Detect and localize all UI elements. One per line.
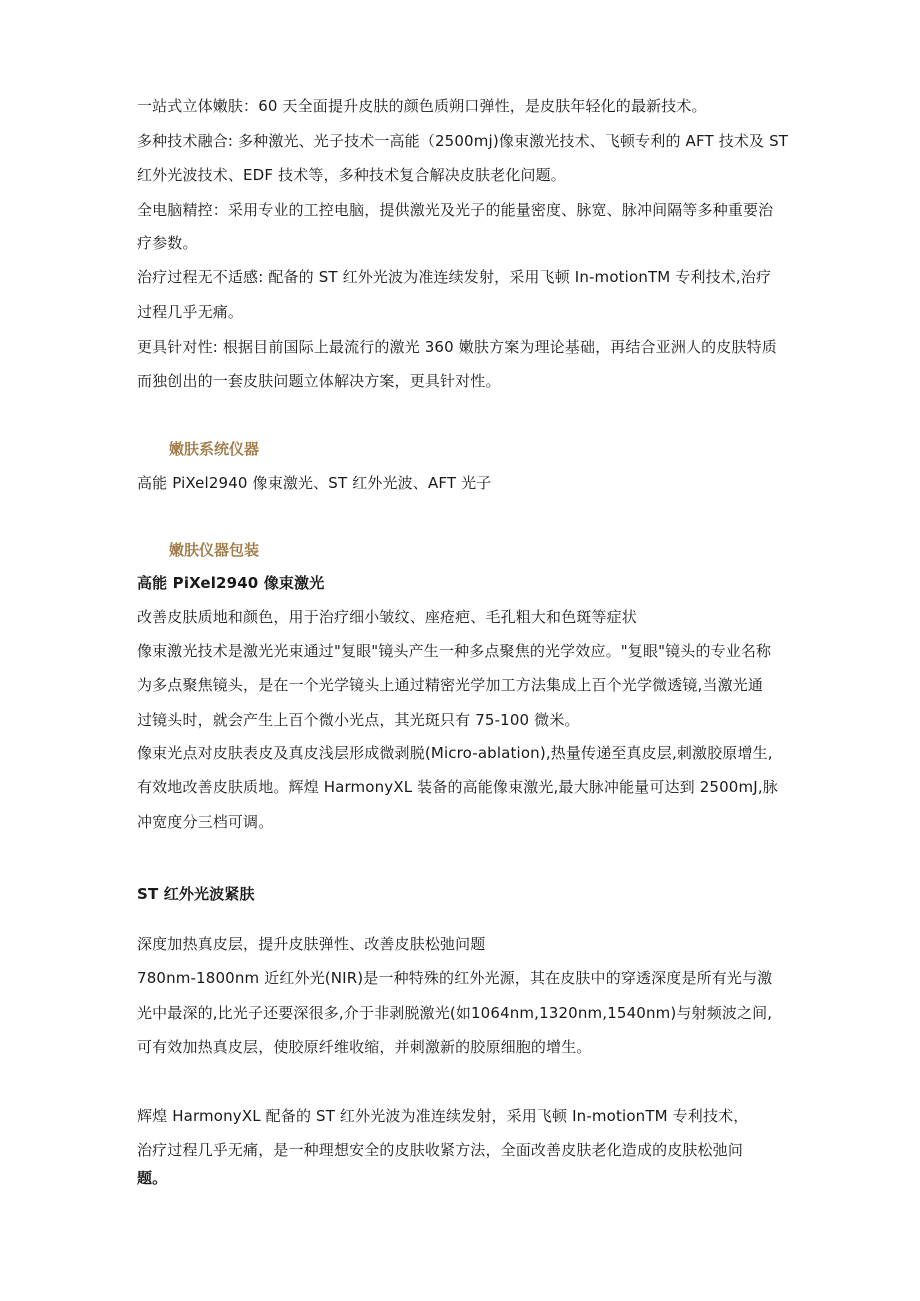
package-line-3: 为多点聚焦镜头，是在一个光学镜头上通过精密光学加工方法集成上百个光学微透镜,当激光通 [137,676,764,694]
intro-line-6: 治疗过程无不适感: 配备的 ST 红外光波为准连续发射，采用飞顿 In-motionTM 专利技术,治疗 [137,268,772,286]
package-line-4: 过镜头时，就会产生上百个微小光点，其光斑只有 75-100 微米。 [137,711,580,729]
st-line-6: 治疗过程几乎无痛，是一种理想安全的皮肤收紧方法，全面改善皮肤老化造成的皮肤松弛问 [137,1141,744,1159]
st-line-1: 深度加热真皮层，提升皮肤弹性、改善皮肤松弛问题 [137,935,486,953]
intro-line-7: 过程几乎无痛。 [137,303,244,321]
package-line-5: 像束光点对皮肤表皮及真皮浅层形成微剥脱(Micro-ablation),热量传递至真皮层,刺激胶原增生, [137,744,773,762]
st-line-7: 题。 [137,1169,168,1187]
intro-line-8: 更具针对性: 根据目前国际上最流行的激光 360 嫩肤方案为理论基础，再结合亚洲人的皮肤特质 [137,338,777,356]
package-line-2: 像束激光技术是激光光束通过"复眼"镜头产生一种多点聚焦的光学效应。"复眼"镜头的专业名称 [137,642,772,660]
intro-line-2: 多种技术融合: 多种激光、光子技术一高能（2500mj)像束激光技术、飞顿专利的 AFT 技术及 ST [137,132,789,150]
intro-line-4: 全电脑精控：采用专业的工控电脑，提供激光及光子的能量密度、脉宽、脉冲间隔等多种重要治 [137,201,774,219]
intro-line-1: 一站式立体嫩肤：60 天全面提升皮肤的颜色质朔口弹性，是皮肤年轻化的最新技术。 [137,97,707,115]
intro-line-3: 红外光波技术、EDF 技术等，多种技术复合解决皮肤老化问题。 [137,166,566,184]
package-subheading: 高能 PiXel2940 像束激光 [137,574,325,592]
package-line-7: 冲宽度分三档可调。 [137,813,274,831]
intro-line-9: 而独创出的一套皮肤问题立体解决方案，更具针对性。 [137,372,501,390]
st-heading: ST 红外光波紧肤 [137,885,255,903]
st-line-3: 光中最深的,比光子还要深很多,介于非剥脱激光(如1064nm,1320nm,1540nm)与射频波之间, [137,1004,773,1022]
st-line-2: 780nm-1800nm 近红外光(NIR)是一种特殊的红外光源，其在皮肤中的穿透深度是所有光与激 [137,969,773,987]
intro-line-5: 疗参数。 [137,234,198,252]
package-heading: 嫩肤仪器包装 [169,541,260,559]
package-line-1: 改善皮肤质地和颜色，用于治疗细小皱纹、座疮疤、毛孔粗大和色斑等症状 [137,608,637,626]
system-text: 高能 PiXel2940 像束激光、ST 红外光波、AFT 光子 [137,474,492,492]
st-line-5: 辉煌 HarmonyXL 配备的 ST 红外光波为准连续发射，采用飞顿 In-motionTM 专利技术， [137,1107,749,1125]
st-line-4: 可有效加热真皮层，使胶原纤维收缩，并刺激新的胶原细胞的增生。 [137,1038,592,1056]
system-heading: 嫩肤系统仪器 [169,440,260,458]
package-line-6: 有效地改善皮肤质地。辉煌 HarmonyXL 装备的高能像束激光,最大脉冲能量可达到 2500mJ,脉 [137,778,778,796]
